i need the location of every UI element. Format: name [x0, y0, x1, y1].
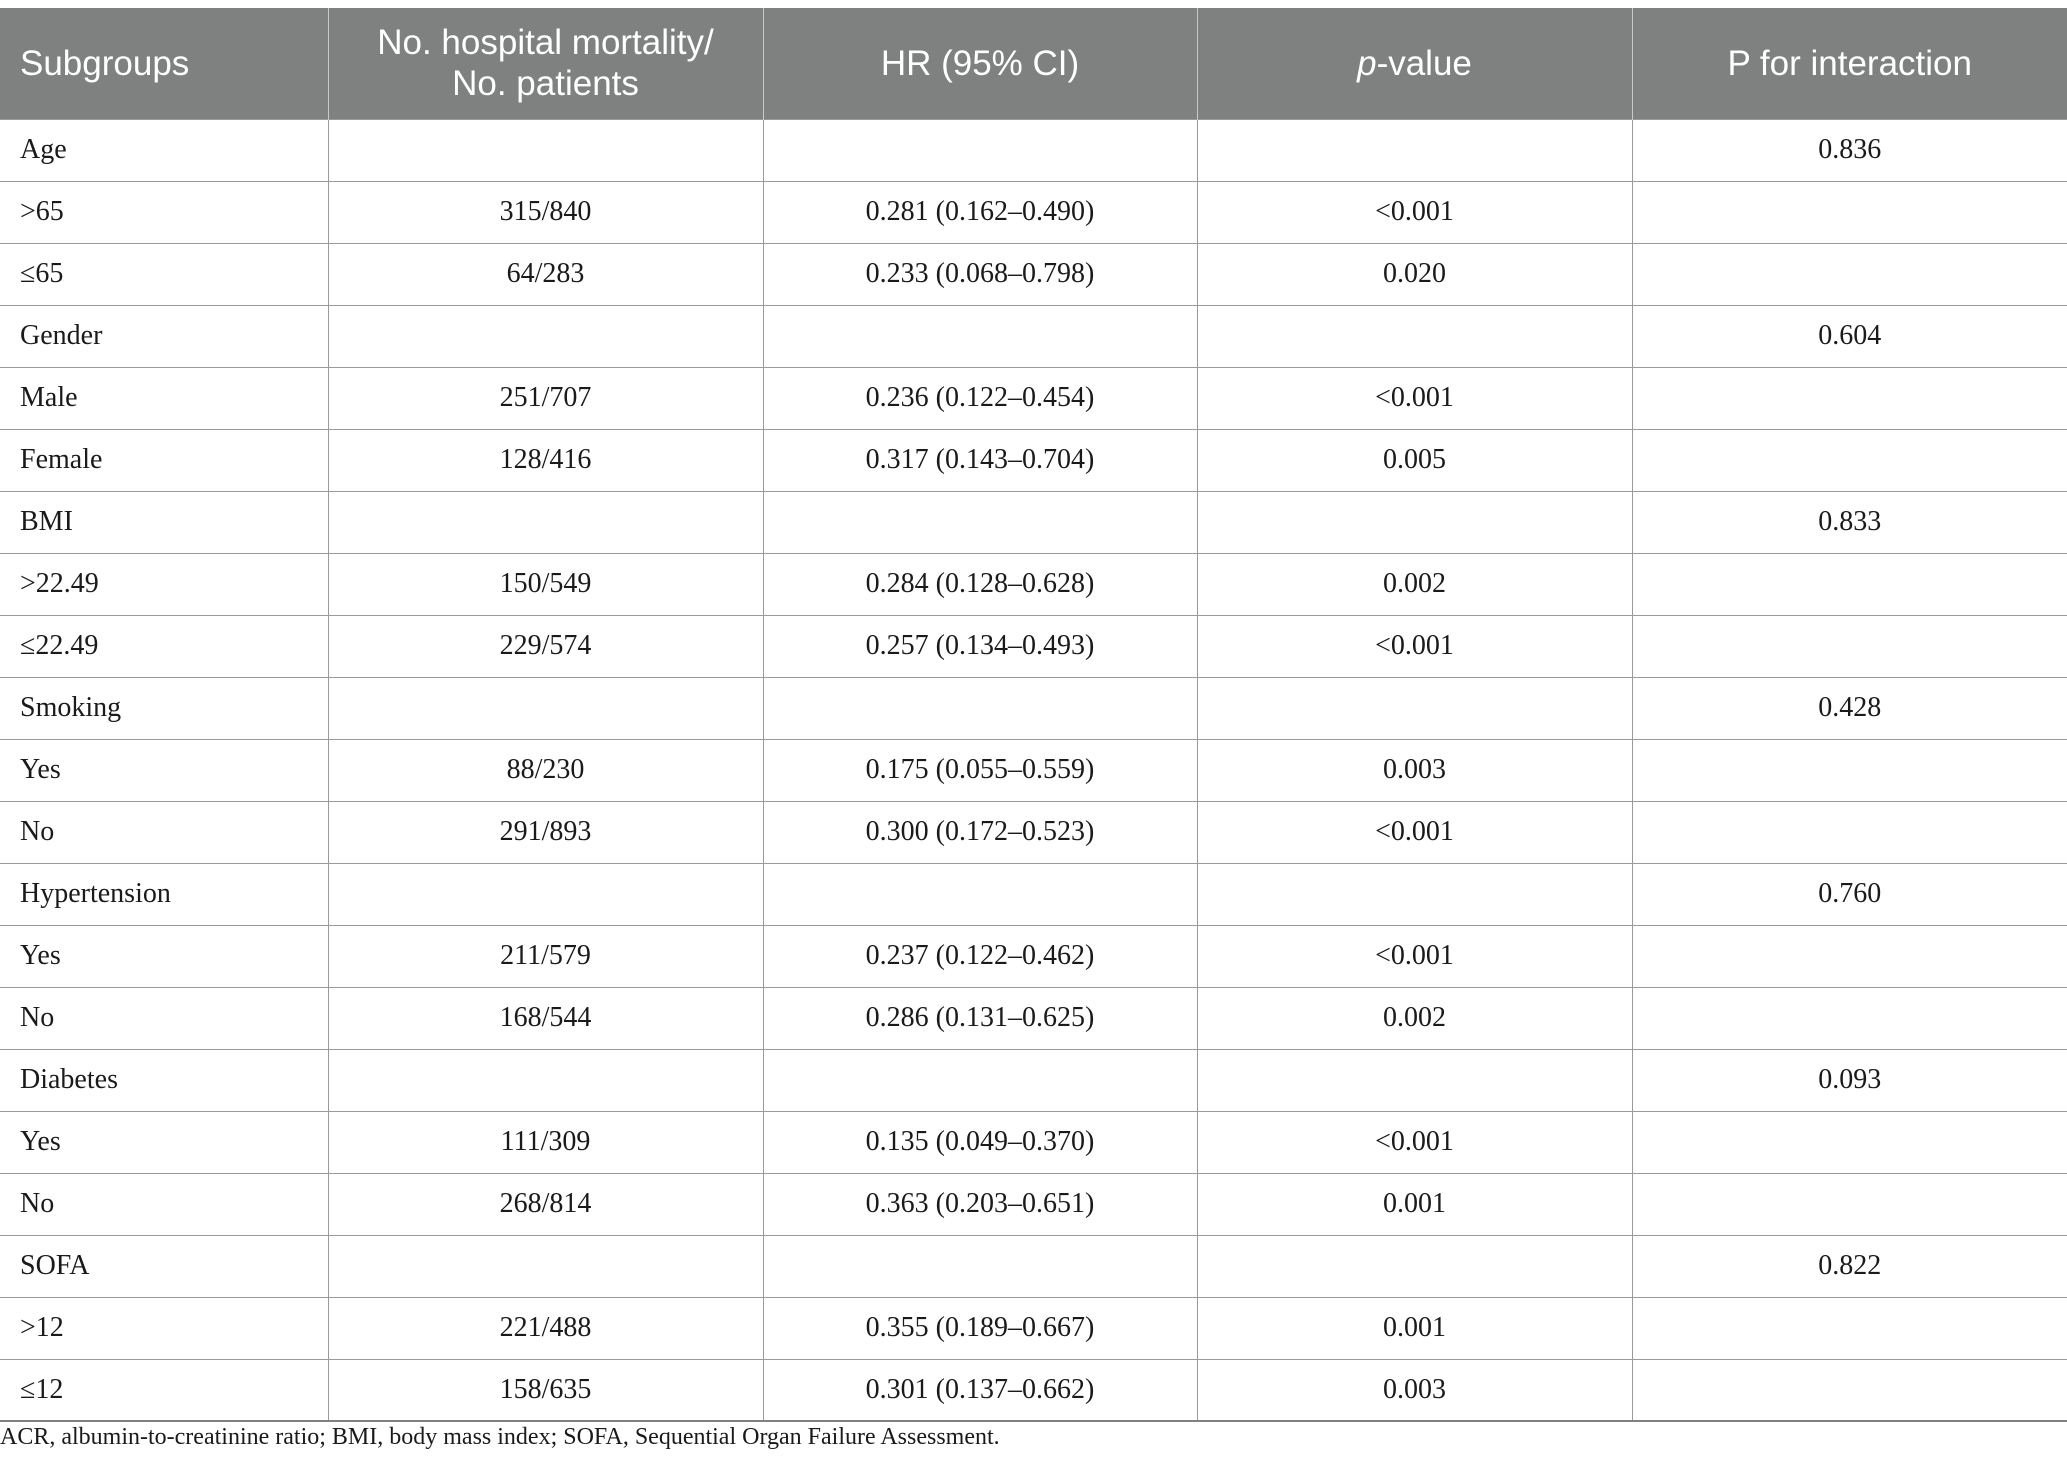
cell-mortality [328, 305, 763, 367]
cell-subgroup: No [0, 987, 328, 1049]
cell-hr: 0.284 (0.128–0.628) [763, 553, 1197, 615]
cell-subgroup: Diabetes [0, 1049, 328, 1111]
table-row [0, 491, 2067, 553]
subgroup-analysis-table-container [0, 8, 2067, 1422]
table-row [0, 863, 2067, 925]
header-row [0, 8, 2067, 119]
table-row [0, 1235, 2067, 1297]
table-row [0, 1173, 2067, 1235]
cell-interaction: 0.093 [1632, 1049, 2067, 1111]
cell-interaction: 0.836 [1632, 119, 2067, 181]
table-row [0, 677, 2067, 739]
cell-interaction [1632, 181, 2067, 243]
cell-hr [763, 677, 1197, 739]
cell-subgroup: No [0, 801, 328, 863]
cell-interaction [1632, 739, 2067, 801]
cell-p-value: <0.001 [1197, 367, 1632, 429]
cell-subgroup: ≤65 [0, 243, 328, 305]
table-row [0, 429, 2067, 491]
cell-subgroup: Hypertension [0, 863, 328, 925]
table-row [0, 181, 2067, 243]
cell-mortality: 251/707 [328, 367, 763, 429]
header-p-italic: p [1357, 43, 1377, 83]
cell-mortality: 150/549 [328, 553, 763, 615]
cell-subgroup: >12 [0, 1297, 328, 1359]
cell-subgroup: Yes [0, 1111, 328, 1173]
cell-hr: 0.317 (0.143–0.704) [763, 429, 1197, 491]
cell-p-value [1197, 491, 1632, 553]
cell-hr: 0.301 (0.137–0.662) [763, 1359, 1197, 1421]
cell-subgroup: Smoking [0, 677, 328, 739]
cell-interaction: 0.760 [1632, 863, 2067, 925]
cell-p-value [1197, 863, 1632, 925]
cell-p-value: <0.001 [1197, 181, 1632, 243]
table-row [0, 1049, 2067, 1111]
table-body [0, 119, 2067, 1421]
table-footnote: ACR, albumin-to-creatinine ratio; BMI, body mass index; SOFA, Sequential Organ Failure Assessment. [0, 1424, 1000, 1450]
cell-subgroup: >22.49 [0, 553, 328, 615]
cell-subgroup: Male [0, 367, 328, 429]
cell-interaction: 0.833 [1632, 491, 2067, 553]
cell-interaction [1632, 987, 2067, 1049]
cell-mortality: 291/893 [328, 801, 763, 863]
cell-subgroup: Yes [0, 925, 328, 987]
cell-interaction: 0.604 [1632, 305, 2067, 367]
cell-mortality: 111/309 [328, 1111, 763, 1173]
cell-subgroup: SOFA [0, 1235, 328, 1297]
cell-hr: 0.300 (0.172–0.523) [763, 801, 1197, 863]
cell-p-value: 0.001 [1197, 1297, 1632, 1359]
cell-subgroup: ≤12 [0, 1359, 328, 1421]
cell-interaction [1632, 367, 2067, 429]
cell-mortality: 315/840 [328, 181, 763, 243]
cell-subgroup: Female [0, 429, 328, 491]
header-subgroups: Subgroups [0, 8, 328, 119]
cell-subgroup: Age [0, 119, 328, 181]
cell-interaction [1632, 615, 2067, 677]
cell-p-value: 0.001 [1197, 1173, 1632, 1235]
cell-hr: 0.281 (0.162–0.490) [763, 181, 1197, 243]
table-row [0, 1359, 2067, 1421]
cell-interaction [1632, 553, 2067, 615]
cell-interaction [1632, 429, 2067, 491]
cell-p-value: <0.001 [1197, 1111, 1632, 1173]
cell-p-value [1197, 677, 1632, 739]
cell-interaction [1632, 925, 2067, 987]
header-hr: HR (95% CI) [763, 8, 1197, 119]
cell-p-value: 0.005 [1197, 429, 1632, 491]
table-header [0, 8, 2067, 119]
cell-hr: 0.233 (0.068–0.798) [763, 243, 1197, 305]
table-row [0, 615, 2067, 677]
table-row [0, 1297, 2067, 1359]
cell-interaction [1632, 1297, 2067, 1359]
table-row [0, 925, 2067, 987]
cell-interaction [1632, 1173, 2067, 1235]
cell-mortality: 158/635 [328, 1359, 763, 1421]
cell-mortality: 229/574 [328, 615, 763, 677]
cell-mortality [328, 1235, 763, 1297]
cell-mortality [328, 863, 763, 925]
cell-hr: 0.175 (0.055–0.559) [763, 739, 1197, 801]
cell-hr: 0.286 (0.131–0.625) [763, 987, 1197, 1049]
cell-p-value: 0.003 [1197, 739, 1632, 801]
cell-mortality: 268/814 [328, 1173, 763, 1235]
table-row [0, 305, 2067, 367]
cell-p-value: 0.002 [1197, 553, 1632, 615]
cell-hr [763, 863, 1197, 925]
cell-hr [763, 1235, 1197, 1297]
cell-hr [763, 305, 1197, 367]
cell-subgroup: >65 [0, 181, 328, 243]
cell-subgroup: ≤22.49 [0, 615, 328, 677]
cell-hr: 0.257 (0.134–0.493) [763, 615, 1197, 677]
table-row [0, 739, 2067, 801]
header-p-rest: -value [1376, 43, 1472, 83]
cell-mortality: 128/416 [328, 429, 763, 491]
cell-interaction: 0.428 [1632, 677, 2067, 739]
cell-mortality [328, 491, 763, 553]
table-row [0, 553, 2067, 615]
cell-mortality: 221/488 [328, 1297, 763, 1359]
cell-hr: 0.135 (0.049–0.370) [763, 1111, 1197, 1173]
header-mortality-line2: No. patients [452, 64, 639, 104]
cell-interaction: 0.822 [1632, 1235, 2067, 1297]
cell-interaction [1632, 243, 2067, 305]
table-row [0, 801, 2067, 863]
cell-mortality: 211/579 [328, 925, 763, 987]
cell-subgroup: Yes [0, 739, 328, 801]
header-mortality-line1: No. hospital mortality/ [377, 23, 714, 63]
cell-p-value: <0.001 [1197, 801, 1632, 863]
header-interaction: P for interaction [1632, 8, 2067, 119]
cell-p-value: <0.001 [1197, 615, 1632, 677]
cell-p-value: <0.001 [1197, 925, 1632, 987]
table-row [0, 367, 2067, 429]
table-row [0, 243, 2067, 305]
cell-hr: 0.237 (0.122–0.462) [763, 925, 1197, 987]
cell-mortality [328, 1049, 763, 1111]
table-row [0, 1111, 2067, 1173]
cell-hr [763, 1049, 1197, 1111]
header-mortality [328, 8, 763, 119]
cell-mortality: 168/544 [328, 987, 763, 1049]
header-p-value [1197, 8, 1632, 119]
cell-p-value [1197, 1235, 1632, 1297]
cell-p-value [1197, 1049, 1632, 1111]
table-row [0, 987, 2067, 1049]
cell-hr: 0.363 (0.203–0.651) [763, 1173, 1197, 1235]
cell-mortality [328, 677, 763, 739]
cell-subgroup: BMI [0, 491, 328, 553]
cell-mortality: 64/283 [328, 243, 763, 305]
cell-p-value: 0.003 [1197, 1359, 1632, 1421]
subgroup-analysis-table [0, 8, 2067, 1422]
cell-interaction [1632, 1359, 2067, 1421]
cell-subgroup: Gender [0, 305, 328, 367]
cell-interaction [1632, 1111, 2067, 1173]
cell-hr [763, 119, 1197, 181]
cell-p-value [1197, 305, 1632, 367]
cell-p-value: 0.020 [1197, 243, 1632, 305]
cell-hr: 0.355 (0.189–0.667) [763, 1297, 1197, 1359]
cell-hr [763, 491, 1197, 553]
cell-p-value: 0.002 [1197, 987, 1632, 1049]
cell-subgroup: No [0, 1173, 328, 1235]
cell-mortality [328, 119, 763, 181]
cell-hr: 0.236 (0.122–0.454) [763, 367, 1197, 429]
cell-p-value [1197, 119, 1632, 181]
table-row [0, 119, 2067, 181]
cell-interaction [1632, 801, 2067, 863]
cell-mortality: 88/230 [328, 739, 763, 801]
